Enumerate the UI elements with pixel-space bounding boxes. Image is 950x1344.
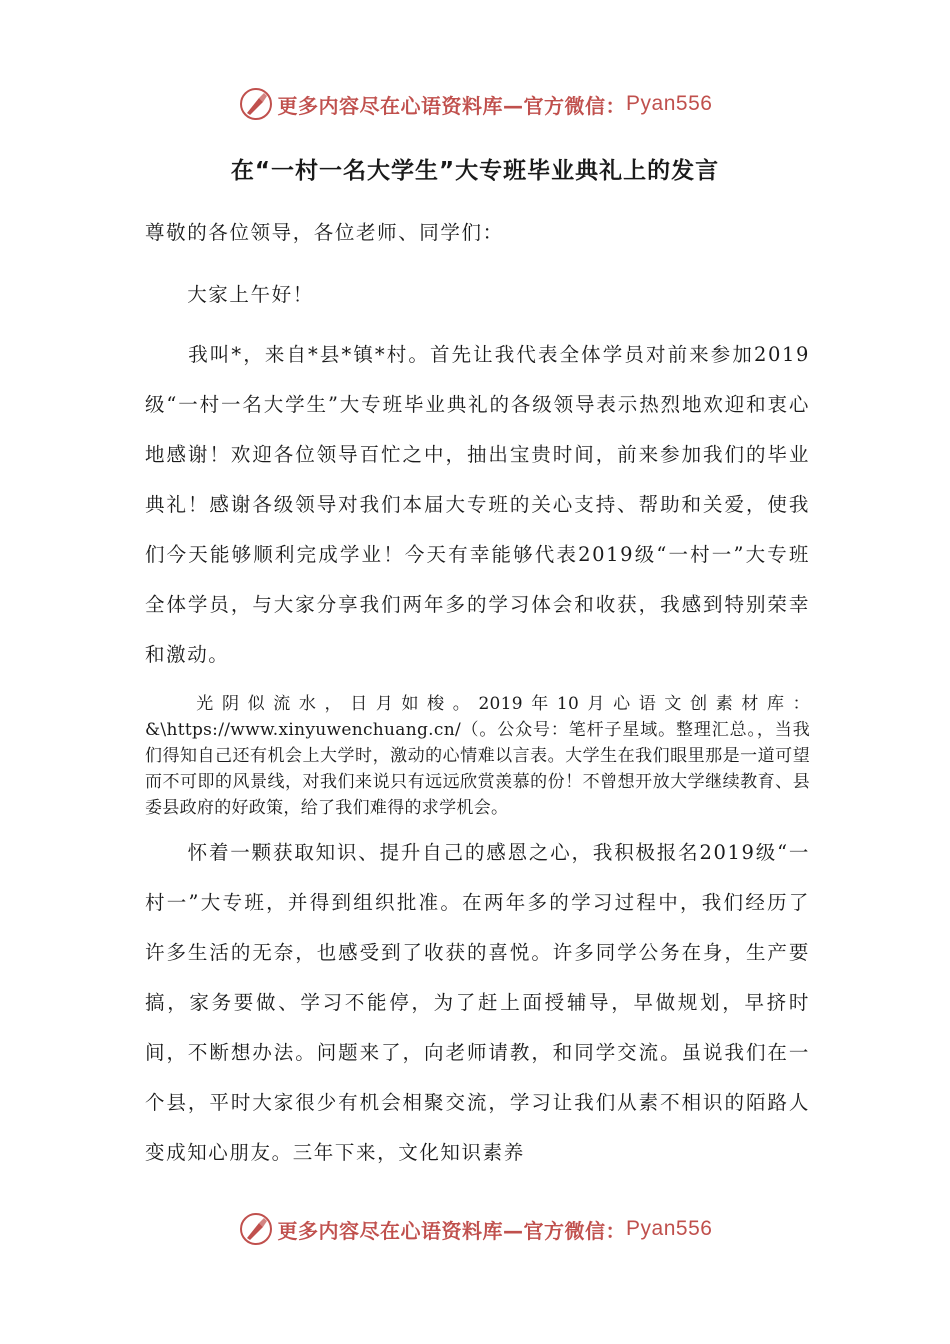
paragraph-2: 光阴似流水，日月如梭。2019年10月心语文创素材库：&\https://www.xinyuwenchuang.cn/（。公众号：笔杆子星域。整理汇总。，当我们得知自己还有机会上大学时，激动的心情难以言表。大学生在我们眼里那是一道可望而不可即的风景线，对我们来说只有远远欣赏羡慕的份！不曾想开放大学继续教育、县委县政府的好政策，给了我们难得的求学机会。 xyxy=(145,694,810,818)
banner-wechat-label: 官方微信： xyxy=(523,1218,627,1243)
top-banner xyxy=(0,84,950,124)
paragraph-1: 我叫*，来自*县*镇*村。首先让我代表全体学员对前来参加2019级“一村一名大学生”大专班毕业典礼的各级领导表示热烈地欢迎和衷心地感谢！欢迎各位领导百忙之中，抽出宝贵时间，前来参加我们的毕业典礼！感谢各级领导对我们本届大专班的关心支持、帮助和关爱，使我们今天能够顺利完成学业！今天有幸能够代表2019级“一村一”大专班全体学员，与大家分享我们两年多的学习体会和收获，我感到特别荣幸和激动。 xyxy=(145,343,810,666)
banner-text: 更多内容尽在心语资料库— xyxy=(277,1218,524,1243)
salutation: 尊敬的各位领导，各位老师、同学们： xyxy=(145,221,504,244)
banner-wechat-id: Pyan556 xyxy=(626,92,713,115)
banner-wechat-id: Pyan556 xyxy=(626,1217,713,1240)
document-title: 在“一村一名大学生”大专班毕业典礼上的发言 xyxy=(230,158,720,184)
paragraph-3: 怀着一颗获取知识、提升自己的感恩之心，我积极报名2019级“一村一”大专班，并得到组织批准。在两年多的学习过程中，我们经历了许多生活的无奈，也感受到了收获的喜悦。许多同学公务在身，生产要搞，家务要做、学习不能停，为了赶上面授辅导，早做规划，早挤时间，不断想办法。问题来了，向老师请教，和同学交流。虽说我们在一个县，平时大家很少有机会相聚交流，学习让我们从素不相识的陌路人变成知心朋友。三年下来，文化知识素养 xyxy=(145,841,810,1164)
pen-nib-logo-icon xyxy=(238,86,274,122)
bottom-banner xyxy=(0,1209,950,1249)
pen-nib-logo-icon xyxy=(238,1211,274,1247)
banner-wechat-label: 官方微信： xyxy=(523,93,627,118)
banner-text: 更多内容尽在心语资料库— xyxy=(277,93,524,118)
greeting: 大家上午好！ xyxy=(145,283,314,306)
